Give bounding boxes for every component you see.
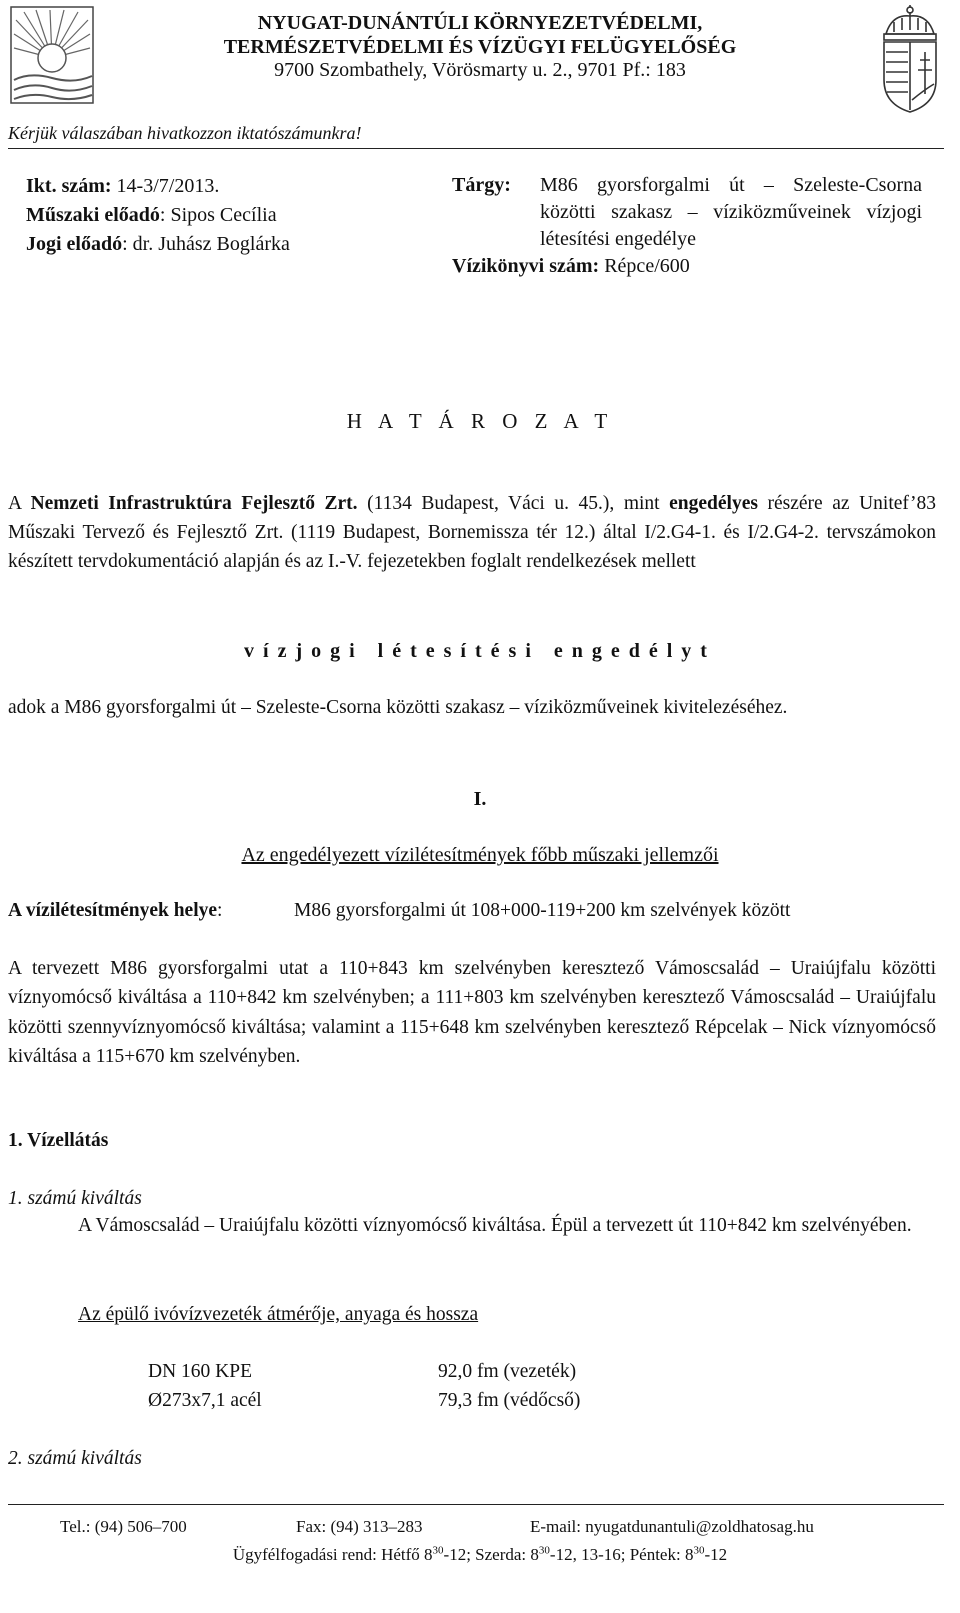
technical-officer-value: : Sipos Cecília — [159, 204, 277, 226]
case-number-label: Ikt. szám: — [26, 175, 112, 197]
decision-title: H A T Á R O Z A T — [346, 409, 614, 433]
location-value: M86 gyorsforgalmi út 108+000-119+200 km szelvények között — [294, 900, 791, 921]
hours-sup-3: 30 — [693, 1544, 705, 1557]
intro-paragraph — [8, 490, 936, 577]
section-title — [0, 840, 960, 870]
permit-holder-term: engedélyes — [669, 493, 758, 514]
location-colon: : — [217, 900, 223, 921]
relocation-1-description: A Vámoscsalád – Uraiújfalu közötti víznyomócső kiváltása. Épül a tervezett út 110+842 km szelvényében. — [78, 1215, 912, 1236]
subject-meta — [452, 172, 922, 280]
spec-length: 92,0 fm (vezeték) — [438, 1361, 577, 1382]
footer-phone: Tel.: (94) 506–700 — [60, 1517, 187, 1536]
pipeline-spec-heading: Az épülő ivóvízvezeték átmérője, anyaga és hossza — [78, 1304, 479, 1325]
relocation-2-heading: 2. számú kiváltás — [8, 1448, 142, 1469]
spec-material: DN 160 KPE — [148, 1361, 253, 1382]
permit-title: vízjogi létesítési engedélyt — [244, 640, 716, 662]
reference-request-note: Kérjük válaszában hivatkozzon iktatószámunkra! — [8, 123, 362, 143]
legal-officer-label: Jogi előadó — [26, 233, 123, 255]
header-divider — [8, 148, 944, 149]
footer-office-hours — [0, 1542, 960, 1568]
subject-row — [452, 172, 922, 253]
subject-label: Tárgy: — [452, 174, 511, 196]
legal-officer-value: : dr. Juhász Boglárka — [122, 233, 290, 255]
sun-ray-logo-icon — [10, 6, 94, 104]
footer-email: E-mail: nyugatdunantuli@zoldhatosag.hu — [530, 1517, 814, 1536]
subject-value: M86 gyorsforgalmi út – Szeleste-Csorna közötti szakasz – víziközműveinek vízjogi létesítési engedélye — [540, 174, 922, 250]
spec-row — [148, 1358, 577, 1387]
location-label: A vízilétesítmények helye — [8, 900, 218, 921]
intro-text-1: A — [8, 493, 31, 514]
applicant-name: Nemzeti Infrastruktúra Fejlesztő Zrt. — [30, 493, 358, 514]
planned-works-paragraph: A tervezett M86 gyorsforgalmi utat a 110+843 km szelvényben keresztező Vámoscsalád – Uraiújfalu közötti víznyomócső kiváltása a 110+842 km szelvényben; a 111+803 km szelvényben keresztező Vámoscsalád – Uraiújfalu közötti szennyvíznyomócső kiváltása; valamint a 115+648 km szelvényben keresztező Répcelak – Nick víznyomócső kiváltása a 115+670 km szelvényben. — [8, 958, 936, 1067]
intro-text-2: (1134 Budapest, Váci u. 45.), mint — [357, 493, 670, 514]
case-number-value: 14-3/7/2013. — [116, 175, 220, 197]
technical-officer-label: Műszaki előadó — [26, 204, 160, 226]
org-address: 9700 Szombathely, Vörösmarty u. 2., 9701 Pf.: 183 — [274, 59, 686, 82]
technical-officer-row — [26, 201, 290, 230]
water-supply-heading: 1. Vízellátás — [8, 1130, 109, 1151]
hours-text-2: -12; Szerda: 8 — [443, 1545, 539, 1564]
hours-text-3: -12, 13-16; Péntek: 8 — [549, 1545, 694, 1564]
hours-sup-2: 30 — [538, 1544, 550, 1557]
section-title-text: Az engedélyezett vízilétesítmények főbb műszaki jellemzői — [241, 844, 719, 866]
location-row — [8, 896, 791, 925]
section-number: I. — [473, 788, 487, 810]
spec-row — [148, 1387, 581, 1416]
water-book-label: Vízikönyvi szám: — [452, 255, 600, 277]
case-number-row — [26, 172, 290, 201]
legal-officer-row — [26, 230, 290, 259]
intro-text-3: részére az Unitef’83 Műszaki Tervező és Fejlesztő Zrt. (1119 Budapest, Bornemissza tér 12.) által I/2.G4-1. és I/2.G4-2. tervszámokon készített tervdokumentáció alapján és az I.-V. fejezetekben foglalt rendelkezések mellett — [8, 493, 936, 572]
pipeline-spec-table — [148, 1358, 581, 1416]
organization-header — [180, 12, 780, 83]
hours-text-4: -12 — [704, 1545, 728, 1564]
spec-length: 79,3 fm (védőcső) — [438, 1390, 581, 1411]
hungarian-coat-of-arms-icon — [872, 4, 948, 116]
water-book-row — [452, 253, 922, 280]
case-meta — [26, 172, 290, 259]
water-book-value: Répce/600 — [604, 255, 690, 277]
relocation-1-heading: 1. számú kiváltás — [8, 1188, 142, 1209]
org-name-line2: TERMÉSZETVÉDELMI ÉS VÍZÜGYI FELÜGYELŐSÉG — [223, 35, 737, 58]
footer-fax: Fax: (94) 313–283 — [296, 1517, 423, 1536]
spec-material: Ø273x7,1 acél — [148, 1390, 262, 1411]
hours-text-1: Ügyfélfogadási rend: Hétfő 8 — [232, 1545, 433, 1564]
footer-divider — [8, 1504, 944, 1505]
grant-paragraph: adok a M86 gyorsforgalmi út – Szeleste-Csorna közötti szakasz – víziközműveinek kivitelezéséhez. — [8, 697, 788, 718]
org-name-line1: NYUGAT-DUNÁNTÚLI KÖRNYEZETVÉDELMI, — [257, 12, 703, 34]
hours-sup-1: 30 — [432, 1544, 444, 1557]
